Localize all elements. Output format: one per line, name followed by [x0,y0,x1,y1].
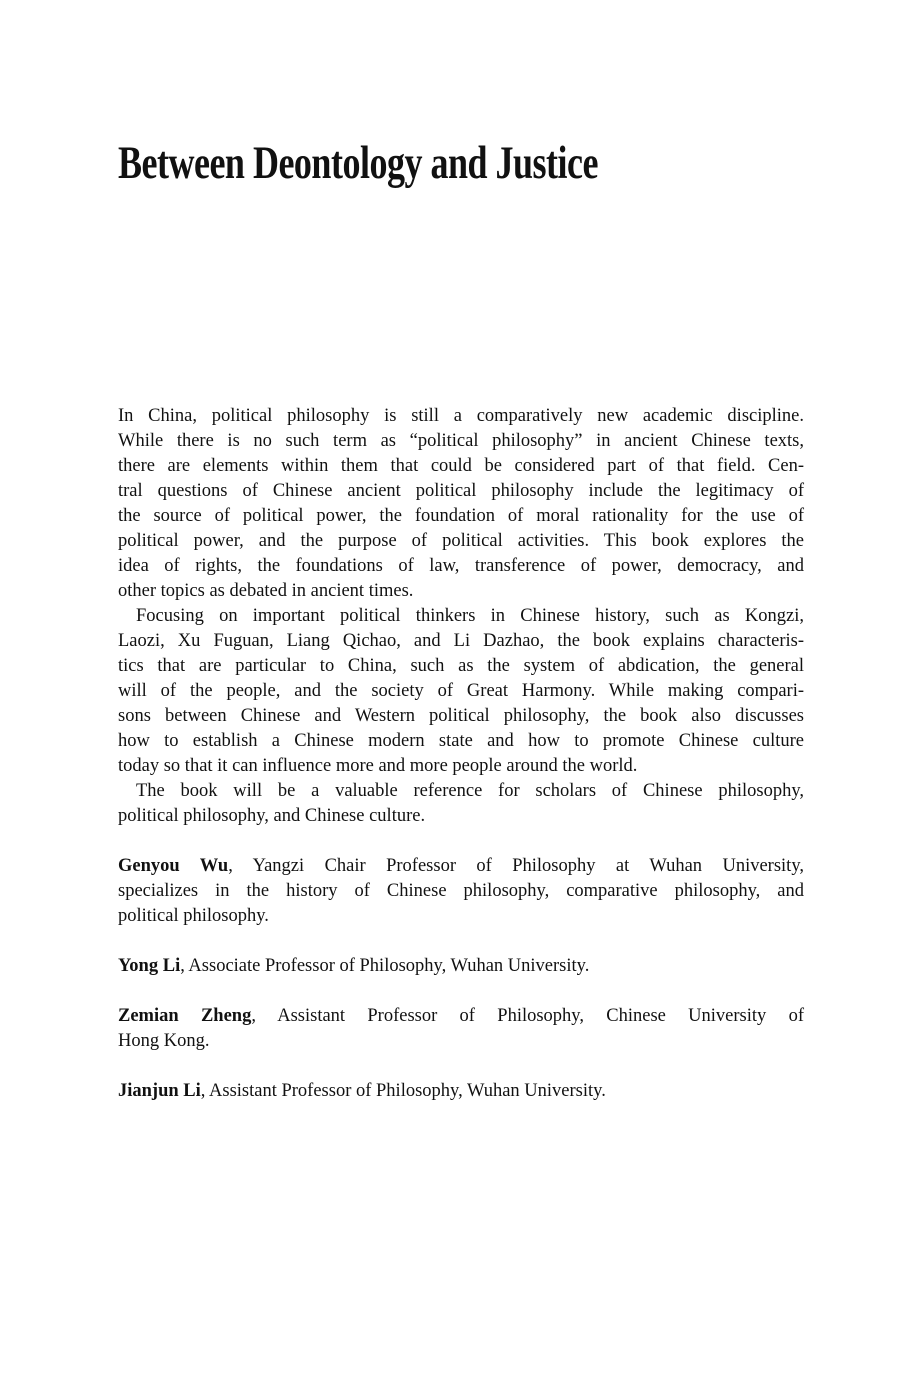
book-title: Between Deontology and Justice [118,137,598,189]
author-name: Jianjun Li [118,1081,201,1101]
text-line: tics that are particular to China, such as the system of abdication, the general [118,656,804,676]
text-line: political power, and the purpose of political activities. This book explores the [118,531,804,551]
author-bio [118,854,804,929]
text-line: sons between Chinese and Western political philosophy, the book also discusses [118,706,804,726]
text-line: tral questions of Chinese ancient political philosophy include the legitimacy of [118,481,804,501]
text-line: Hong Kong. [118,1031,210,1051]
text-line: Jianjun Li, Assistant Professor of Philosophy, Wuhan University. [118,1081,606,1101]
text-line: Zemian Zheng, Assistant Professor of Philosophy, Chinese University of [118,1006,804,1026]
text-line: In China, political philosophy is still a comparatively new academic discipline. [118,406,804,426]
author-name: Zemian Zheng [118,1006,252,1026]
text-line: Laozi, Xu Fuguan, Liang Qichao, and Li Dazhao, the book explains characteris- [118,631,804,651]
text-line: the source of political power, the foundation of moral rationality for the use of [118,506,804,526]
text-line: Focusing on important political thinkers in Chinese history, such as Kongzi, [136,606,804,626]
text-line: other topics as debated in ancient times. [118,581,414,601]
author-bio [118,1079,804,1104]
description-paragraph [118,604,804,779]
text-line: how to establish a Chinese modern state and how to promote Chinese culture [118,731,804,751]
text-line: today so that it can influence more and more people around the world. [118,756,638,776]
author-name: Genyou Wu [118,856,229,876]
author-bio [118,954,804,979]
text-line: Yong Li, Associate Professor of Philosophy, Wuhan University. [118,956,590,976]
text-line: idea of rights, the foundations of law, transference of power, democracy, and [118,556,804,576]
text-line: Genyou Wu, Yangzi Chair Professor of Philosophy at Wuhan University, [118,856,804,876]
description-paragraph [118,404,804,604]
author-bio [118,1004,804,1054]
text-line: will of the people, and the society of Great Harmony. While making compari- [118,681,804,701]
text-line: there are elements within them that could be considered part of that field. Cen- [118,456,804,476]
description-paragraph [118,779,804,829]
body-content [118,404,804,1104]
text-line: While there is no such term as “political philosophy” in ancient Chinese texts, [118,431,804,451]
text-line: political philosophy, and Chinese culture. [118,806,426,826]
author-name: Yong Li [118,956,181,976]
text-line: political philosophy. [118,906,269,926]
text-line: The book will be a valuable reference for scholars of Chinese philosophy, [136,781,804,801]
text-line: specializes in the history of Chinese philosophy, comparative philosophy, and [118,881,804,901]
